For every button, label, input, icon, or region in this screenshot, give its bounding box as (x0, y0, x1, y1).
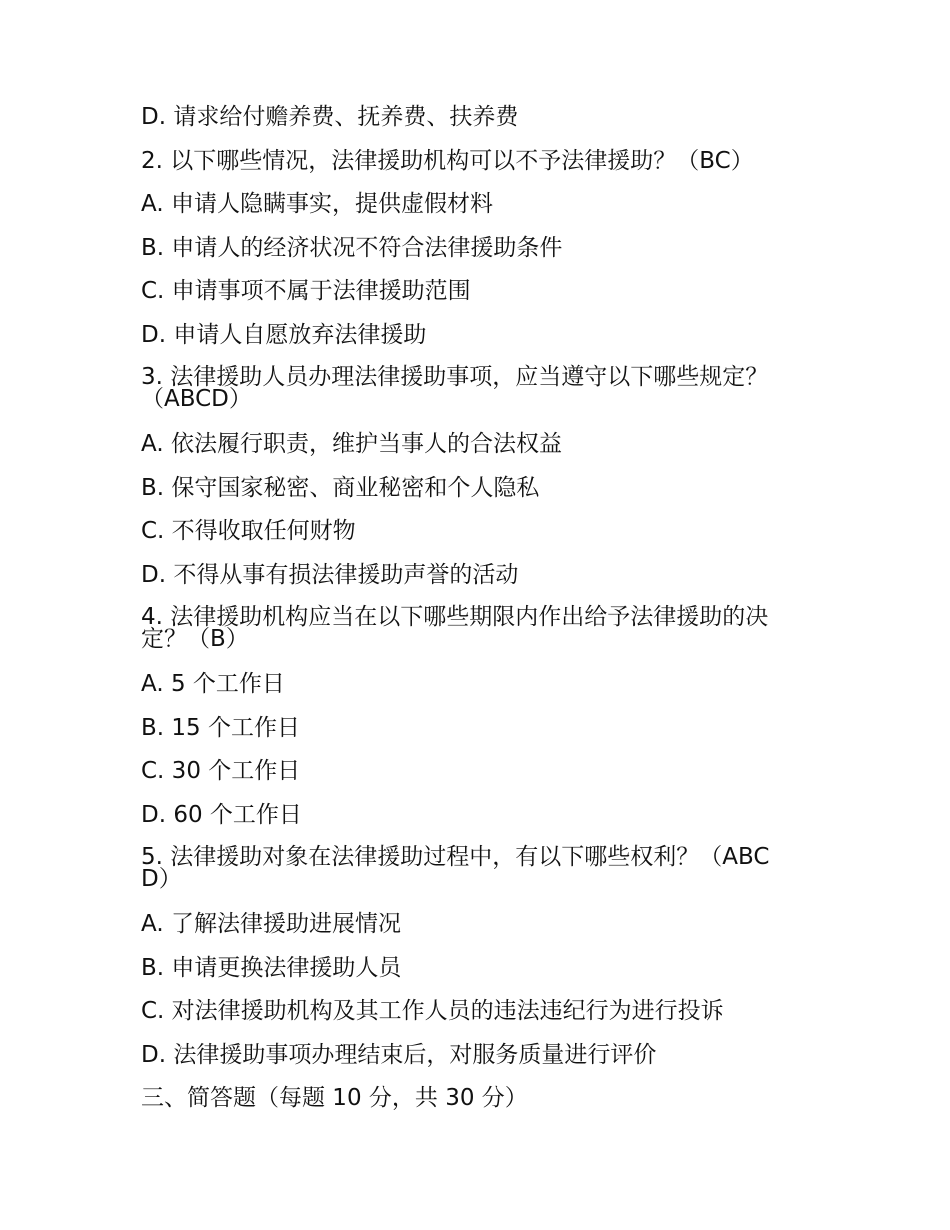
option-c-q3: C. 不得收取任何财物 (141, 518, 356, 545)
question-3: 3. 法律援助人员办理法律援助事项，应当遵守以下哪些规定？（ABCD） (141, 363, 769, 412)
option-a-q3: A. 依法履行职责，维护当事人的合法权益 (141, 431, 562, 458)
question-2: 2. 以下哪些情况，法律援助机构可以不予法律援助？（BC） (141, 147, 754, 174)
option-a-q4: A. 5 个工作日 (141, 671, 285, 698)
option-a-q5: A. 了解法律援助进展情况 (141, 911, 401, 938)
option-b-q4: B. 15 个工作日 (141, 714, 300, 741)
question-4: 4. 法律援助机构应当在以下哪些期限内作出给予法律援助的决定？（B） (141, 603, 769, 652)
option-d-q3: D. 不得从事有损法律援助声誉的活动 (141, 561, 519, 588)
option-b-q3: B. 保守国家秘密、商业秘密和个人隐私 (141, 474, 540, 501)
option-c-q2: C. 申请事项不属于法律援助范围 (141, 278, 471, 305)
question-5: 5. 法律援助对象在法律援助过程中，有以下哪些权利？（ABCD） (141, 843, 770, 892)
document-body (141, 104, 801, 1129)
section-heading: 三、简答题（每题 10 分，共 30 分） (141, 1085, 528, 1112)
option-c-q5: C. 对法律援助机构及其工作人员的违法违纪行为进行投诉 (141, 998, 724, 1025)
option-b-q2: B. 申请人的经济状况不符合法律援助条件 (141, 234, 563, 261)
option-c-q4: C. 30 个工作日 (141, 758, 301, 785)
option-d-q4: D. 60 个工作日 (141, 801, 302, 828)
option-a-q2: A. 申请人隐瞒事实，提供虚假材料 (141, 191, 493, 218)
option-b-q5: B. 申请更换法律援助人员 (141, 954, 402, 981)
option-d-q1: D. 请求给付赡养费、抚养费、扶养费 (141, 104, 519, 130)
option-d-q2: D. 申请人自愿放弃法律援助 (141, 321, 427, 348)
option-d-q5: D. 法律援助事项办理结束后，对服务质量进行评价 (141, 1041, 657, 1068)
